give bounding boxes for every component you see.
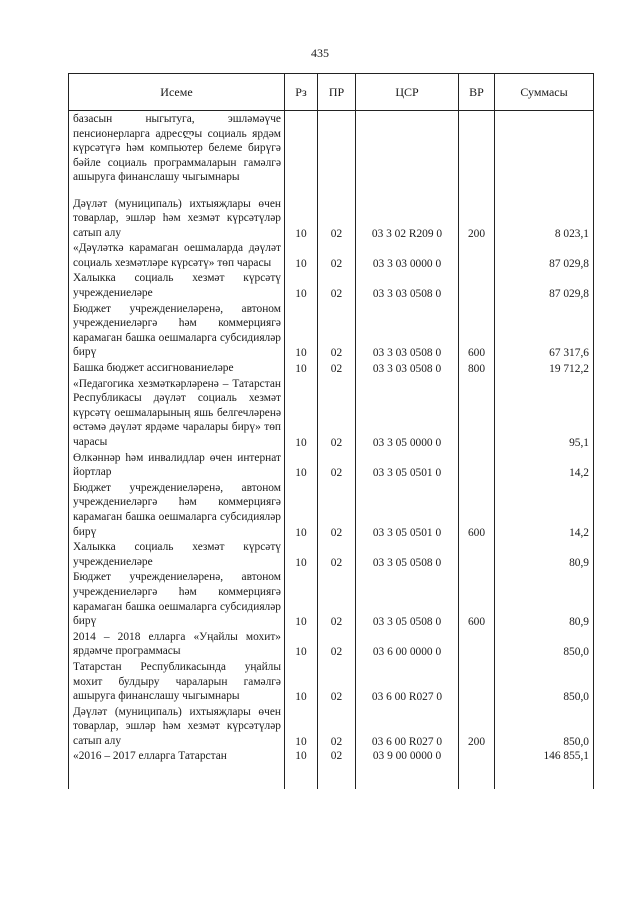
- row-pr: [318, 111, 356, 197]
- row-pr: 02: [318, 361, 356, 377]
- row-vr: 200: [459, 705, 495, 750]
- table-row: [69, 451, 594, 481]
- table-row: [69, 271, 594, 301]
- row-pr: 02: [318, 749, 356, 789]
- column-header-rz: Рз: [285, 74, 318, 111]
- table-row: [69, 481, 594, 540]
- table-header-row: [69, 74, 594, 111]
- row-pr: 02: [318, 197, 356, 242]
- row-rz: 10: [285, 481, 318, 540]
- row-name: Башка бюджет ассигнованиеләре: [69, 361, 285, 377]
- row-sum: 87 029,8: [495, 271, 594, 301]
- row-vr: [459, 377, 495, 451]
- row-vr: [459, 451, 495, 481]
- row-pr: 02: [318, 705, 356, 750]
- row-csr: [356, 111, 459, 197]
- table-row: [69, 540, 594, 570]
- row-rz: 10: [285, 660, 318, 705]
- row-csr: 03 9 00 0000 0: [356, 749, 459, 789]
- table-row: [69, 630, 594, 660]
- row-sum: 8 023,1: [495, 197, 594, 242]
- row-vr: 200: [459, 197, 495, 242]
- row-csr: 03 3 02 R209 0: [356, 197, 459, 242]
- row-vr: 600: [459, 302, 495, 361]
- row-name: Өлкәннәр һәм инвалидлар өчен интернат йортлар: [69, 451, 285, 481]
- row-name: Халыкка социаль хезмәт күрсәтү учреждениеләре: [69, 271, 285, 301]
- table-row: [69, 660, 594, 705]
- row-name: «Педагогика хезмәткәрләренә – Татарстан Республикасы дәүләт социаль хезмәт күрсәтү оешмаларының яшь белгечләренә өстәмә дәүләт ярдәме чаралары бирү» төп чарасы: [69, 377, 285, 451]
- row-vr: [459, 660, 495, 705]
- row-pr: 02: [318, 271, 356, 301]
- row-vr: [459, 111, 495, 197]
- row-rz: 10: [285, 361, 318, 377]
- table-row: [69, 705, 594, 750]
- row-csr: 03 6 00 0000 0: [356, 630, 459, 660]
- row-rz: 10: [285, 241, 318, 271]
- row-pr: 02: [318, 451, 356, 481]
- row-vr: [459, 540, 495, 570]
- row-name: базасын ныгытуга, эшләмәүче пенсионерларга адресლы социаль ярдәм күрсәтүгә һәм компьютер белеме бирүгә бәйле социаль программаларын гамәлгә ашыруга финанслашу чыгымнары: [69, 111, 285, 197]
- row-csr: 03 3 03 0000 0: [356, 241, 459, 271]
- row-sum: 95,1: [495, 377, 594, 451]
- row-csr: 03 3 05 0508 0: [356, 540, 459, 570]
- page-number: 435: [311, 46, 329, 60]
- row-pr: 02: [318, 481, 356, 540]
- row-sum: 67 317,6: [495, 302, 594, 361]
- row-rz: 10: [285, 302, 318, 361]
- row-name: 2014 – 2018 елларга «Уңайлы мохит» ярдәмче программасы: [69, 630, 285, 660]
- row-pr: 02: [318, 630, 356, 660]
- row-rz: 10: [285, 705, 318, 750]
- row-csr: 03 3 05 0501 0: [356, 481, 459, 540]
- row-rz: [285, 111, 318, 197]
- row-vr: [459, 749, 495, 789]
- column-header-vr: ВР: [459, 74, 495, 111]
- table-row: [69, 111, 594, 197]
- row-pr: 02: [318, 570, 356, 629]
- row-name: Халыкка социаль хезмәт күрсәтү учреждениеләре: [69, 540, 285, 570]
- row-sum: 850,0: [495, 705, 594, 750]
- row-pr: 02: [318, 377, 356, 451]
- row-vr: 600: [459, 570, 495, 629]
- row-rz: 10: [285, 451, 318, 481]
- row-csr: 03 3 05 0508 0: [356, 570, 459, 629]
- table-row: [69, 241, 594, 271]
- table-row: [69, 197, 594, 242]
- row-vr: [459, 271, 495, 301]
- row-vr: 600: [459, 481, 495, 540]
- row-csr: 03 3 05 0000 0: [356, 377, 459, 451]
- row-csr: 03 6 00 R027 0: [356, 705, 459, 750]
- row-name: Бюджет учреждениеләренә, автоном учреждениеләргә һәм коммерциягә карамаган башка оешмаларга субсидияләр бирү: [69, 570, 285, 629]
- row-name: Бюджет учреждениеләренә, автоном учреждениеләргә һәм коммерциягә карамаган башка оешмаларга субсидияләр бирү: [69, 481, 285, 540]
- row-vr: [459, 630, 495, 660]
- row-rz: 10: [285, 197, 318, 242]
- row-name: Дәүләт (муниципаль) ихтыяҗлары өчен товарлар, эшләр һәм хезмәт күрсәтүләр сатып алу: [69, 705, 285, 750]
- table-row: [69, 377, 594, 451]
- row-rz: 10: [285, 749, 318, 789]
- row-rz: 10: [285, 377, 318, 451]
- row-sum: 80,9: [495, 570, 594, 629]
- row-name: Дәүләт (муниципаль) ихтыяҗлары өчен товарлар, эшләр һәм хезмәт күрсәтүләр сатып алу: [69, 197, 285, 242]
- row-sum: 850,0: [495, 630, 594, 660]
- column-header-csr: ЦСР: [356, 74, 459, 111]
- row-sum: [495, 111, 594, 197]
- table-row: [69, 749, 594, 789]
- row-csr: 03 6 00 R027 0: [356, 660, 459, 705]
- row-sum: 87 029,8: [495, 241, 594, 271]
- row-rz: 10: [285, 540, 318, 570]
- row-pr: 02: [318, 540, 356, 570]
- row-sum: 146 855,1: [495, 749, 594, 789]
- row-csr: 03 3 03 0508 0: [356, 361, 459, 377]
- row-vr: 800: [459, 361, 495, 377]
- table-row: [69, 570, 594, 629]
- row-vr: [459, 241, 495, 271]
- row-rz: 10: [285, 570, 318, 629]
- row-csr: 03 3 05 0501 0: [356, 451, 459, 481]
- row-csr: 03 3 03 0508 0: [356, 302, 459, 361]
- row-name: Татарстан Республикасында уңайлы мохит булдыру чараларын гамәлгә ашыруга финанслашу чыгымнары: [69, 660, 285, 705]
- row-name: «Дәүләткә карамаган оешмаларда дәүләт социаль хезмәтләре күрсәтү» төп чарасы: [69, 241, 285, 271]
- table-row: [69, 302, 594, 361]
- row-sum: 14,2: [495, 481, 594, 540]
- column-header-pr: ПР: [318, 74, 356, 111]
- table-row: [69, 361, 594, 377]
- row-sum: 14,2: [495, 451, 594, 481]
- column-header-name: Исеме: [69, 74, 285, 111]
- row-sum: 850,0: [495, 660, 594, 705]
- row-pr: 02: [318, 241, 356, 271]
- row-rz: 10: [285, 271, 318, 301]
- row-sum: 19 712,2: [495, 361, 594, 377]
- budget-table: [68, 73, 594, 789]
- row-sum: 80,9: [495, 540, 594, 570]
- row-rz: 10: [285, 630, 318, 660]
- row-name: «2016 – 2017 елларга Татарстан: [69, 749, 285, 789]
- column-header-sum: Суммасы: [495, 74, 594, 111]
- row-csr: 03 3 03 0508 0: [356, 271, 459, 301]
- row-name: Бюджет учреждениеләренә, автоном учреждениеләргә һәм коммерциягә карамаган башка оешмаларга субсидияләр бирү: [69, 302, 285, 361]
- row-pr: 02: [318, 302, 356, 361]
- row-pr: 02: [318, 660, 356, 705]
